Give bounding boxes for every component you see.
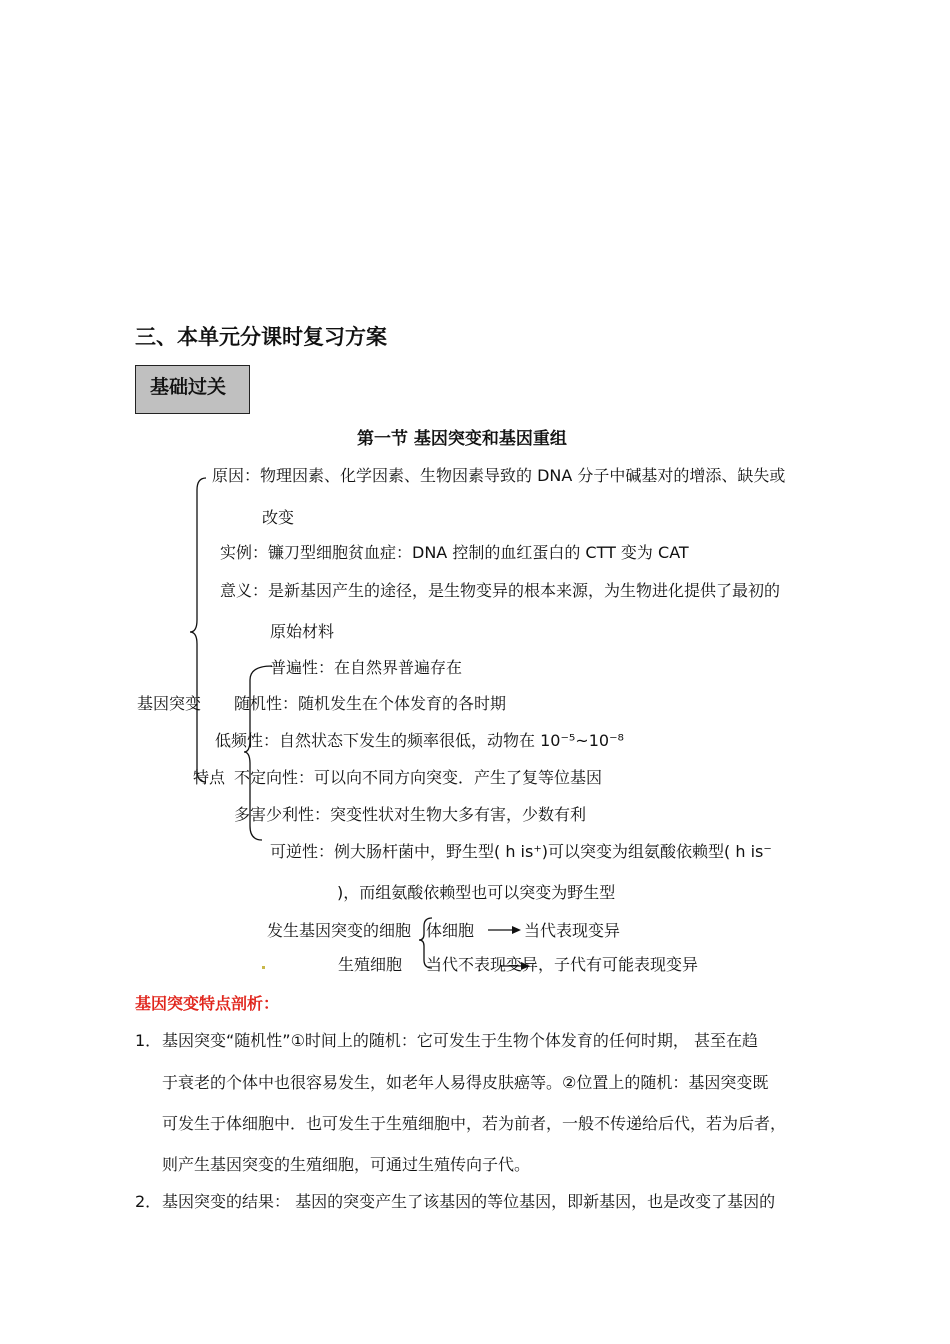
outline-features-label: 特点 <box>193 768 226 787</box>
feature-low-frequency: 低频性：自然状态下发生的频率很低，动物在 10⁻⁵~10⁻⁸ <box>215 731 624 750</box>
feature-universality: 普遍性：在自然界普遍存在 <box>270 658 463 677</box>
item-1-number: 1． <box>135 1031 162 1050</box>
item-1-line3: 可发生于体细胞中．也可发生于生殖细胞中，若为前者，一般不传递给后代，若为后者， <box>162 1114 787 1133</box>
section-heading: 三、本单元分课时复习方案 <box>135 325 387 349</box>
stray-mark <box>262 966 265 969</box>
item-1-line1: 基因突变“随机性”①时间上的随机：它可发生于生物个体发育的任何时期， 甚至在趋 <box>162 1031 759 1050</box>
feature-randomness: 随机性：随机发生在个体发育的各时期 <box>234 694 507 713</box>
feature-reversibility-line2: )，而组氨酸依赖型也可以突变为野生型 <box>337 883 616 902</box>
lesson-title: 第一节 基因突变和基因重组 <box>357 429 567 449</box>
box-label: 基础过关 <box>150 376 227 398</box>
feature-mostly-harmful: 多害少利性：突变性状对生物大多有害，少数有利 <box>234 805 587 824</box>
outline-meaning-line2: 原始材料 <box>270 622 335 641</box>
item-2-line1: 基因突变的结果： 基因的突变产生了该基因的等位基因，即新基因，也是改变了基因的 <box>162 1192 776 1211</box>
germ-cell: 生殖细胞 <box>338 955 403 974</box>
outline-root: 基因突变 <box>137 694 202 713</box>
outline-cause-line1: 原因：物理因素、化学因素、生物因素导致的 DNA 分子中碱基对的增添、缺失或 <box>212 466 786 485</box>
outline-example: 实例：镰刀型细胞贫血症：DNA 控制的血红蛋白的 CTT 变为 CAT <box>220 543 689 562</box>
germ-result: 当代不表现变异，子代有可能表现变异 <box>426 955 699 974</box>
feature-reversibility-line1: 可逆性：例大肠杆菌中，野生型( h is⁺)可以突变为组氨酸依赖型( h is⁻ <box>270 842 772 861</box>
item-1-line2: 于衰老的个体中也很容易发生，如老年人易得皮肤癌等。②位置上的随机：基因突变既 <box>162 1073 769 1092</box>
analysis-heading: 基因突变特点剖析： <box>135 994 280 1013</box>
somatic-result: 当代表现变异 <box>524 921 621 940</box>
item-1-line4: 则产生基因突变的生殖细胞，可通过生殖传向子代。 <box>162 1155 531 1174</box>
item-2-number: 2． <box>135 1192 162 1211</box>
feature-non-directional: 不定向性：可以向不同方向突变．产生了复等位基因 <box>234 768 603 787</box>
outline-cause-line2: 改变 <box>262 508 295 527</box>
outline-meaning-line1: 意义：是新基因产生的途径，是生物变异的根本来源，为生物进化提供了最初的 <box>220 581 781 600</box>
somatic-cell: 体细胞 <box>426 921 475 940</box>
cells-label: 发生基因突变的细胞 <box>267 921 412 940</box>
